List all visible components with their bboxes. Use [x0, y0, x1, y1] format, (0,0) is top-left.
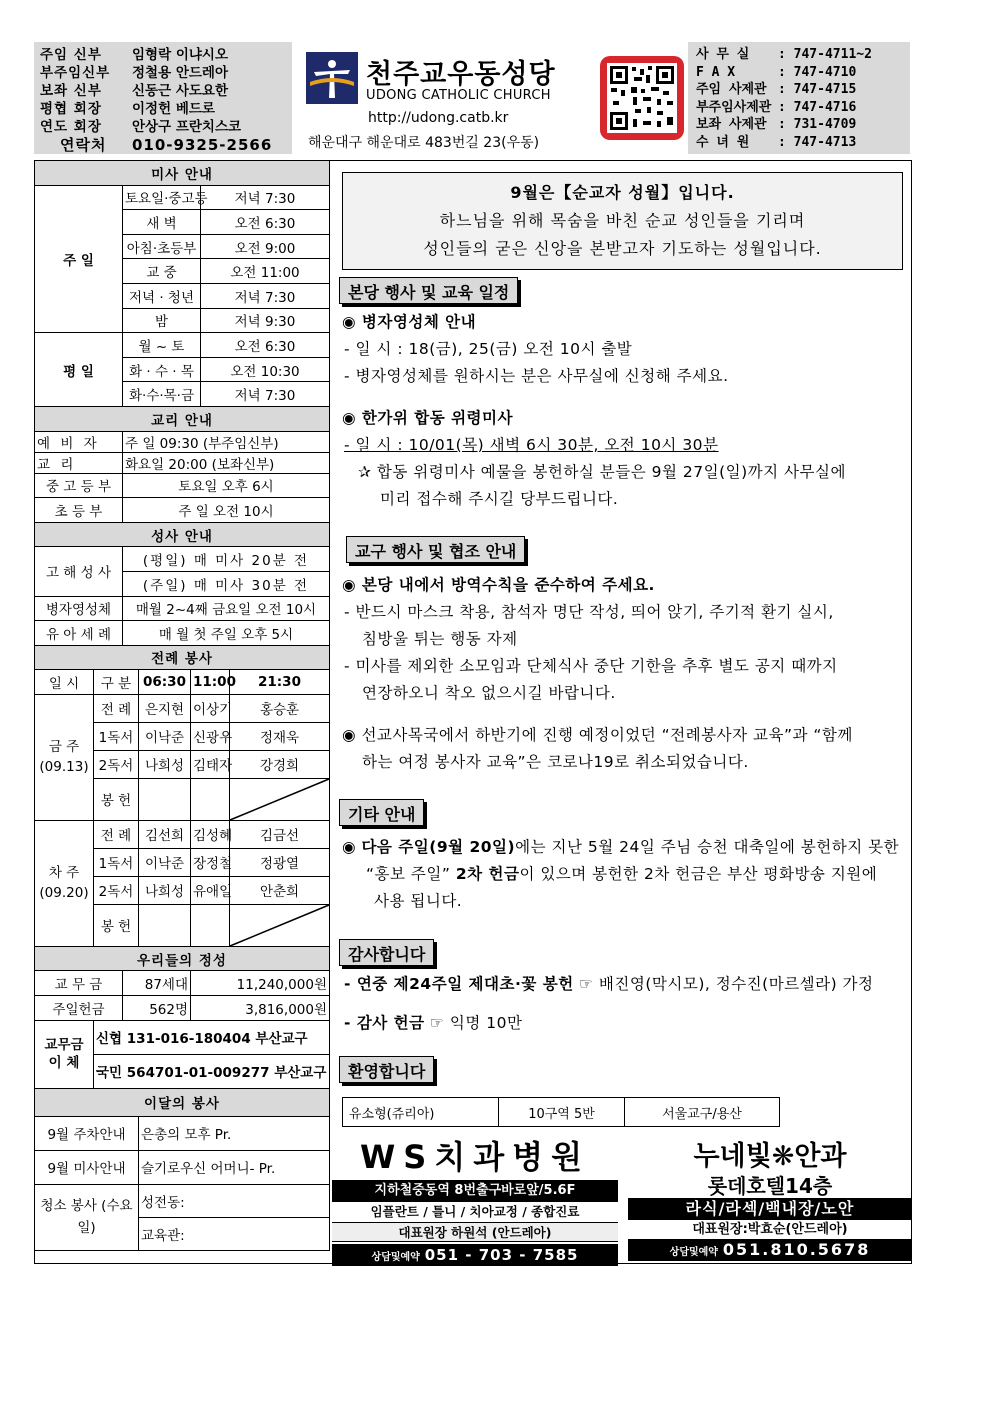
- liturgy-head: 21:30: [230, 670, 330, 695]
- cleaning-slot: 교육관:: [139, 1217, 330, 1250]
- thanks-heading: 감사합니다: [339, 939, 434, 966]
- mass-slot: 아침·초등부: [123, 234, 201, 259]
- role-label: 2독서: [94, 750, 139, 778]
- confession-time: (평일) 매 미사 20분 전: [123, 547, 330, 572]
- phone-label: 사 무 실: [696, 47, 750, 62]
- contact-phone: 010-9325-2566: [132, 136, 273, 154]
- server-name: 신광우: [191, 722, 230, 750]
- liturgy-title: 전례 봉사: [35, 645, 330, 670]
- staff-role: 보좌 신부: [40, 83, 102, 99]
- server-name: [191, 778, 230, 820]
- weekday-label: 평 일: [35, 333, 123, 407]
- service-group: 은총의 모후 Pr.: [139, 1116, 330, 1150]
- star-icon: ✰: [358, 463, 377, 481]
- church-url[interactable]: http://udong.catb.kr: [368, 110, 509, 126]
- mass-slot: 새 벽: [123, 210, 201, 235]
- server-name: [139, 778, 191, 820]
- welcome-heading: 환영합니다: [339, 1056, 434, 1083]
- week-label: [35, 820, 94, 946]
- other-text: “홍보 주일”: [366, 865, 451, 883]
- server-name: 나희성: [139, 876, 191, 904]
- week-date: (09.20): [39, 885, 89, 902]
- other-heading: 기타 안내: [339, 799, 424, 826]
- staff-name: 정철용 안드레아: [132, 65, 228, 81]
- thanks-line: [344, 1010, 522, 1037]
- server-name: 이상기: [191, 694, 230, 722]
- phone-value: : 747-4713: [778, 134, 857, 150]
- staff-name: 신동근 사도요한: [132, 83, 228, 99]
- mass-slot: 화·수·목·금: [123, 382, 201, 407]
- staff-name: 안상구 프란치스코: [132, 119, 242, 135]
- thanks-line: [344, 971, 874, 998]
- offering-title: 우리들의 정성: [35, 946, 330, 971]
- service-label: 9월 미사안내: [35, 1150, 139, 1184]
- server-name: 정재욱: [230, 722, 330, 750]
- sunday-label: 주 일: [35, 185, 123, 333]
- dental-director: 대표원장 하원석 (안드레아): [332, 1222, 618, 1242]
- catechism-label: 예 비 자: [35, 431, 123, 452]
- mass-slot: 토요일·중고등: [123, 185, 201, 210]
- phone-value: : 747-4715: [778, 82, 857, 97]
- phone-value: : 747-4710: [778, 64, 857, 80]
- church-name: 천주교우동성당: [366, 59, 556, 90]
- catechism-time: 주 일 오전 10시: [123, 498, 330, 523]
- role-label: 1독서: [94, 722, 139, 750]
- diocese-line-text: 미사를 제외한 소모임과 단체식사 중단 기한을 추후 별도 공지 때까지: [355, 657, 838, 675]
- dental-phone: 051 - 703 - 7585: [424, 1246, 579, 1264]
- role-label: 2독서: [94, 876, 139, 904]
- mass-title: 미사 안내: [35, 161, 330, 186]
- offering-amount: 11,240,000원: [191, 971, 330, 996]
- catechism-label: 중 고 등 부: [35, 473, 123, 498]
- schedule-table: [34, 160, 330, 1251]
- offering-label: 교 무 금: [35, 971, 123, 996]
- week-label: [35, 694, 94, 820]
- offering-count: 87세대: [123, 971, 191, 996]
- thanks-bold: - 연중 제24주일 제대초·꽃 봉헌: [344, 975, 574, 993]
- mass-time: 오전 6:30: [201, 333, 330, 358]
- diocese-line-text: 반드시 마스크 착용, 참석자 명단 작성, 띄어 앉기, 주기적 환기 실시,: [355, 603, 834, 621]
- week-name: 차 주: [48, 865, 80, 882]
- event-title: [342, 309, 476, 336]
- server-name: 홍승훈: [230, 694, 330, 722]
- thanks-bold: - 감사 헌금: [344, 1014, 425, 1032]
- dental-services: 임플란트 / 틀니 / 치아교정 / 종합진료: [370, 1204, 580, 1219]
- church-title-block: [304, 48, 594, 154]
- event-line-text: 병자영성체를 원하시는 분은 사무실에 신청해 주세요.: [355, 367, 729, 385]
- other-bold: 다음 주일(9월 20일): [361, 838, 516, 856]
- diocese-title-text: 본당 내에서 방역수칙을 준수하여 주세요.: [361, 576, 655, 594]
- bullet-icon: ◉: [342, 409, 362, 427]
- event-line-text: 일 시 : 10/01(목) 새벽 6시 30분, 오전 10시 30분: [355, 436, 719, 454]
- server-name: 은지현: [139, 694, 191, 722]
- week-name: 금 주: [48, 739, 80, 756]
- server-name: 강경희: [230, 750, 330, 778]
- event-line-text: 합동 위령미사 예물을 봉헌하실 분들은 9월 27일(일)까지 사무실에: [376, 463, 846, 481]
- diocese-line: 침방울 튀는 행동 자제: [362, 630, 518, 648]
- thanks-text: ☞ 익명 10만: [424, 1014, 523, 1032]
- transfer-label: 교무금 이 체: [35, 1020, 94, 1088]
- sacrament-time: 매월 2~4째 금요일 오전 10시: [123, 596, 330, 621]
- welcome-origin: 서울교구/용산: [625, 1098, 780, 1127]
- other-line: 사용 됩니다.: [374, 892, 463, 910]
- server-name: 이낙준: [139, 722, 191, 750]
- phone-label: 수 녀 원: [696, 134, 750, 150]
- staff-box: [34, 42, 292, 154]
- staff-role: 주임 신부: [40, 47, 102, 63]
- event-line: - 병자영성체를 원하시는 분은 사무실에 신청해 주세요.: [344, 367, 729, 385]
- catechism-label: 교 리: [35, 452, 123, 473]
- eye-clinic-location: 롯데호텔14층: [707, 1174, 833, 1198]
- catechism-time: 화요일 20:00 (보좌신부): [123, 452, 330, 473]
- bullet-icon: ◉: [342, 838, 362, 856]
- mass-slot: 화 · 수 · 목: [123, 357, 201, 382]
- thanks-text: ☞ 배진영(막시모), 정수진(마르셀라) 가정: [573, 975, 874, 993]
- offering-label: 주일헌금: [35, 996, 123, 1021]
- dental-phone-bar: [332, 1244, 618, 1266]
- catechism-time: 주 일 09:30 (부주임신부): [123, 431, 330, 452]
- eye-phone-bar: [628, 1239, 912, 1261]
- server-name: 나희성: [139, 750, 191, 778]
- church-name-en: UDONG CATHOLIC CHURCH: [366, 88, 551, 103]
- phone-value: : 747-4716: [778, 99, 857, 115]
- staff-role: 평협 회장: [40, 101, 102, 117]
- empty-cell: [230, 778, 330, 820]
- church-logo-icon: [306, 52, 358, 104]
- service-group: 슬기로우신 어머니- Pr.: [139, 1150, 330, 1184]
- notice-line: 9월은【순교자 성월】입니다.: [510, 183, 735, 202]
- diocese-line: [342, 722, 853, 749]
- cleaning-slot: 성전동:: [139, 1184, 330, 1217]
- offering-count: 562명: [123, 996, 191, 1021]
- sacrament-label: 유 아 세 례: [35, 621, 123, 646]
- service-label: 9월 주차안내: [35, 1116, 139, 1150]
- server-name: 김태자: [191, 750, 230, 778]
- mass-time: 오전 10:30: [201, 357, 330, 382]
- welcome-zone: 10구역 5반: [499, 1098, 625, 1127]
- event-line-text: 일 시 : 18(금), 25(금) 오전 10시 출발: [355, 340, 633, 358]
- server-name: 이낙준: [139, 848, 191, 876]
- other-line: [366, 861, 877, 888]
- phone-value: : 731-4709: [778, 117, 857, 132]
- diocese-title: [342, 572, 655, 599]
- week-date: (09.13): [39, 759, 89, 776]
- server-name: 정광열: [230, 848, 330, 876]
- service-title: 이달의 봉사: [35, 1088, 330, 1116]
- other-text: 이 있으며 봉헌한 2차 헌금은 부산 평화방송 지원에: [519, 865, 878, 883]
- confession-time: (주일) 매 미사 30분 전: [123, 571, 330, 596]
- phone-box: [688, 42, 910, 154]
- mass-slot: 저녁 · 청년: [123, 283, 201, 308]
- welcome-table: [342, 1097, 780, 1127]
- month-notice: [342, 172, 903, 270]
- mass-time: 저녁 7:30: [201, 185, 330, 210]
- bullet-icon: ◉: [342, 313, 362, 331]
- catechism-label: 초 등 부: [35, 498, 123, 523]
- dental-name: WS치과병원: [360, 1138, 590, 1176]
- mass-time: 저녁 7:30: [201, 382, 330, 407]
- notice-line: 성인들의 굳은 신앙을 본받고자 기도하는 성월입니다.: [423, 239, 822, 258]
- diocese-heading: 교구 행사 및 협조 안내: [346, 536, 525, 563]
- diocese-line: 연장하오니 착오 없으시길 바랍니다.: [362, 684, 616, 702]
- qr-code-frame: [600, 56, 684, 140]
- empty-cell: [230, 904, 330, 946]
- event-line: [358, 459, 846, 486]
- eye-clinic-director: 대표원장:박효순(안드레아): [692, 1222, 848, 1237]
- cleaning-label: 청소 봉사 (수요일): [35, 1184, 139, 1250]
- snowflake-icon: ❋: [771, 1141, 795, 1172]
- other-line: [342, 834, 899, 861]
- server-name: 김선희: [139, 820, 191, 848]
- offering-amount: 3,816,000원: [191, 996, 330, 1021]
- event-line: - 일 시 : 10/01(목) 새벽 6시 30분, 오전 10시 30분: [344, 436, 719, 454]
- left-column: [34, 160, 329, 1251]
- other-text: 에는 지난 5월 24일 주님 승천 대축일에 봉헌하지 못한: [515, 838, 900, 856]
- staff-role: 부주임신부: [40, 65, 111, 81]
- staff-role: 연도 회장: [40, 119, 102, 135]
- mass-slot: 월 ~ 토: [123, 333, 201, 358]
- confession-label: 고 해 성 사: [35, 547, 123, 596]
- qr-code-icon[interactable]: [607, 63, 677, 133]
- mass-time: 오전 9:00: [201, 234, 330, 259]
- notice-line: 하느님을 위해 목숨을 바친 순교 성인들을 기리며: [439, 211, 806, 230]
- phone-label: 보좌 사제관: [696, 117, 767, 132]
- server-name: 안춘희: [230, 876, 330, 904]
- event-line: 미리 접수해 주시길 당부드립니다.: [380, 490, 619, 508]
- server-name: [191, 904, 230, 946]
- phone-label: 주임 사제관: [696, 82, 767, 97]
- eye-phone-label: 상담및예약: [669, 1247, 718, 1258]
- eye-clinic-services: 라식/라섹/백내장/노안: [628, 1198, 912, 1220]
- mass-slot: 교 중: [123, 259, 201, 284]
- diocese-line: - 미사를 제외한 소모임과 단체식사 중단 기한을 추후 별도 공지 때까지: [344, 657, 838, 675]
- server-name: 김금선: [230, 820, 330, 848]
- sacrament-label: 병자영성체: [35, 596, 123, 621]
- server-name: 장정철: [191, 848, 230, 876]
- server-name: 유애일: [191, 876, 230, 904]
- mass-time: 저녁 7:30: [201, 283, 330, 308]
- sacrament-title: 성사 안내: [35, 522, 330, 547]
- welcome-name: 유소형(쥬리아): [343, 1098, 499, 1127]
- liturgy-head: 일 시: [35, 670, 94, 695]
- event-title-text: 한가위 합동 위령미사: [361, 409, 513, 427]
- event-title: [342, 405, 513, 432]
- bullet-icon: ◉: [342, 576, 362, 594]
- liturgy-head: 11:00: [191, 670, 230, 695]
- bank-account: 신협 131-016-180404 부산교구: [94, 1020, 330, 1054]
- bank-account: 국민 564701-01-009277 부산교구: [94, 1054, 330, 1088]
- role-label: 봉 헌: [94, 778, 139, 820]
- diocese-line: - 반드시 마스크 착용, 참석자 명단 작성, 띄어 앉기, 주기적 환기 실시,: [344, 603, 834, 621]
- parish-events-heading: 본당 행사 및 교육 일정: [339, 277, 518, 304]
- bullet-icon: ◉: [342, 726, 362, 744]
- eye-clinic-name: [628, 1140, 912, 1174]
- sacrament-time: 매 월 첫 주일 오후 5시: [123, 621, 330, 646]
- dental-ad[interactable]: [332, 1136, 618, 1262]
- server-name: [139, 904, 191, 946]
- mass-slot: 밤: [123, 308, 201, 333]
- role-label: 전 례: [94, 820, 139, 848]
- phone-label: 부주임사제관: [696, 99, 772, 115]
- staff-name: 임형락 이냐시오: [132, 47, 228, 63]
- church-address: 해운대구 해운대로 483번길 23(우동): [308, 135, 540, 151]
- diocese-line: 하는 여정 봉사자 교육”은 코로나19로 취소되었습니다.: [362, 753, 749, 771]
- other-bold: 2차 헌금: [455, 865, 520, 883]
- mass-time: 오전 11:00: [201, 259, 330, 284]
- dental-phone-label: 상담및예약: [371, 1252, 420, 1263]
- eye-name-a: 누네빛: [693, 1141, 772, 1172]
- role-label: 1독서: [94, 848, 139, 876]
- eye-name-b: 안과: [794, 1141, 847, 1172]
- role-label: 봉 헌: [94, 904, 139, 946]
- mass-time: 저녁 9:30: [201, 308, 330, 333]
- diocese-line-text: 선교사목국에서 하반기에 진행 예정이었던 “전례봉사자 교육”과 “함께: [361, 726, 853, 744]
- eye-clinic-ad[interactable]: [628, 1136, 912, 1262]
- contact-label: 연락처: [60, 136, 107, 154]
- liturgy-head: 구 분: [94, 670, 139, 695]
- dental-location: 지하철중동역 8번출구바로앞/5.6F: [332, 1180, 618, 1202]
- server-name: 김성혜: [191, 820, 230, 848]
- staff-name: 이정헌 베드로: [132, 101, 215, 117]
- phone-label: F A X: [696, 64, 736, 80]
- phone-value: : 747-4711~2: [778, 47, 872, 62]
- catechism-title: 교리 안내: [35, 406, 330, 431]
- eye-phone: 051.810.5678: [722, 1240, 871, 1259]
- event-line: - 일 시 : 18(금), 25(금) 오전 10시 출발: [344, 340, 633, 358]
- liturgy-head: 06:30: [139, 670, 191, 695]
- catechism-time: 토요일 오후 6시: [123, 473, 330, 498]
- role-label: 전 례: [94, 694, 139, 722]
- mass-time: 오전 6:30: [201, 210, 330, 235]
- event-title-text: 병자영성체 안내: [361, 313, 477, 331]
